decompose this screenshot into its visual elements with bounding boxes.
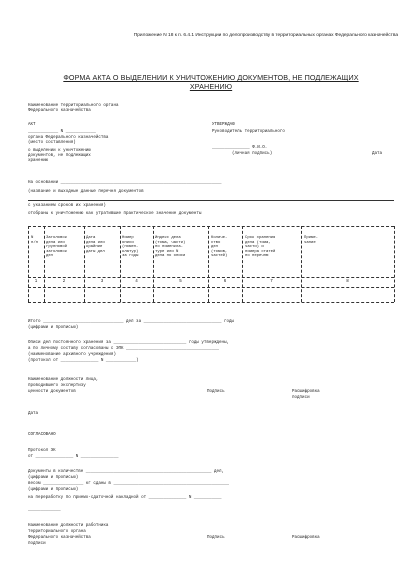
table-col-number: 7 <box>270 280 273 284</box>
table-top-rule <box>28 226 394 227</box>
inventory-line-2: а по личному составу согласованы с ЭПК _____________________________________ <box>28 347 219 351</box>
protocol-from: от _______________ N _______________ <box>28 455 119 459</box>
inventory-line-1: Описи дел постоянного хранения за _____________________________ годы утверждены, <box>28 341 230 345</box>
table-col-divider <box>208 226 209 302</box>
transfer-caption-1: (цифрами и прописью) <box>28 476 79 480</box>
table-bottom-rule <box>28 302 394 303</box>
employee-signature-label: Подпись <box>207 536 225 540</box>
table-col-divider <box>242 226 243 302</box>
table-col-number: 8 <box>346 280 349 284</box>
basis-label: На основании ________________________________________________________________ <box>28 181 222 185</box>
table-header-term: Срок хранения дела (тома, части) и номера статей по перечню <box>245 236 276 258</box>
table-header-title: Заголовок дела или групповой заголовок дел <box>46 236 68 258</box>
docs-text: документов, не подлежащих <box>28 154 91 158</box>
table-col-divider <box>84 226 85 302</box>
org-name-2: Федерального казначейства <box>28 109 91 113</box>
expert-position-1: Наименование должности лица, <box>28 378 99 382</box>
inventory-protocol: (протокол от _______________ N ____________) <box>28 359 139 363</box>
table-border-left <box>28 226 29 302</box>
table-col-number: 4 <box>135 280 138 284</box>
table-header-inventory: Номер описи (номен- клатур) за годы <box>122 236 139 258</box>
org-name-1: Наименование территориального органа <box>28 104 119 108</box>
protocol-label: Протокол ЭК <box>28 449 56 453</box>
signature-caption: (личная подпись) <box>232 152 273 156</box>
table-numbers-rule <box>28 287 394 288</box>
table-border-right <box>394 226 395 302</box>
expert-decode-label: Расшифровка <box>292 390 320 394</box>
table-header-date: Дата дела или крайние даты дел <box>86 236 105 254</box>
inventory-caption: (наименование архивного учреждения) <box>28 353 116 357</box>
expert-position-3: ценности документов <box>28 390 76 394</box>
act-label: АКТ <box>28 123 36 127</box>
storage-text: хранению <box>28 159 49 163</box>
employee-position-3: Федерального казначейства <box>28 536 91 540</box>
table-header-number: N п/п <box>31 236 39 245</box>
table-header-count: Количе- ство дел (томов, частей) <box>211 236 228 258</box>
employee-position-1: Наименование должности работника <box>28 524 109 528</box>
expert-decode-sub: подписи <box>292 396 310 400</box>
appendix-note: Приложение N 18 к п. 6.4.1 Инструкции по делопроизводству в территориальных органах Федерального казначейства <box>133 33 398 38</box>
table-col-divider <box>120 226 121 302</box>
selected-text: отобраны к уничтожению как утратившие практическое значение документы <box>28 212 202 216</box>
act-number: ____________ N ____________ <box>28 130 96 134</box>
totals-caption: (цифрами и прописью) <box>28 326 79 330</box>
table-col-divider <box>44 226 45 302</box>
totals-line: Итого ________________________________ дел за _______________________________ годы <box>28 320 235 324</box>
table-header-index: Индекс дела (тома, части) по номенкла- туре или N дела по описи <box>155 236 186 258</box>
fio-line: _______________ Ф.И.О. <box>212 146 268 150</box>
table-header-rule <box>28 277 394 278</box>
transfer-line-6: _____________ <box>28 508 61 512</box>
expert-date: Дата <box>28 412 39 416</box>
table-col-number: 1 <box>34 280 38 284</box>
employee-decode-label: Расшифровка <box>292 536 320 540</box>
employee-position-2: территориального органа <box>28 530 86 534</box>
transfer-line-1: Документы в количестве __________________________________________________ дел, <box>28 470 225 474</box>
transfer-line-3: весом ________________ кг сданы в ______________________________________________ <box>28 482 230 486</box>
head-label: Руководитель территориального <box>212 130 285 134</box>
basis-caption: (название и выходные данные перечня документов <box>28 190 144 194</box>
table-col-number: 6 <box>223 280 227 284</box>
employee-decode-sub: подписи <box>28 542 46 546</box>
place-caption: (место составления) <box>28 141 76 145</box>
table-col-divider <box>301 226 302 302</box>
agreed-label: СОГЛАСОВАНО <box>28 433 56 437</box>
table-col-divider <box>153 226 154 302</box>
table-col-number: 3 <box>100 280 104 284</box>
approve-label: УТВЕРЖДАЮ <box>212 123 235 127</box>
title-line-1: ФОРМА АКТА О ВЫДЕЛЕНИИ К УНИЧТОЖЕНИЮ ДОКУМЕНТОВ, НЕ ПОДЛЕЖАЩИХ <box>63 73 359 82</box>
organ-name: органа Федерального казначейства <box>28 136 109 140</box>
transfer-line-5: на переработку по приемо-сдаточной накладной от _______________ N ___________ <box>28 496 222 500</box>
document-title <box>24 74 398 91</box>
table-header-note: Приме- чание <box>304 236 319 245</box>
basis-rule <box>28 200 394 201</box>
title-line-2: ХРАНЕНИЮ <box>189 81 233 91</box>
allocation-text: о выделении к уничтожению <box>28 149 91 153</box>
expert-signature-label: Подпись <box>207 390 225 394</box>
transfer-caption-2: (цифрами и прописью) <box>28 488 79 492</box>
table-col-number: 5 <box>179 280 182 284</box>
approve-date: Дата <box>372 152 383 156</box>
basis-caption-2: с указанием сроков их хранения) <box>28 204 106 208</box>
expert-position-2: проводившего экспертизу <box>28 384 86 388</box>
table-col-number: 2 <box>62 280 66 284</box>
